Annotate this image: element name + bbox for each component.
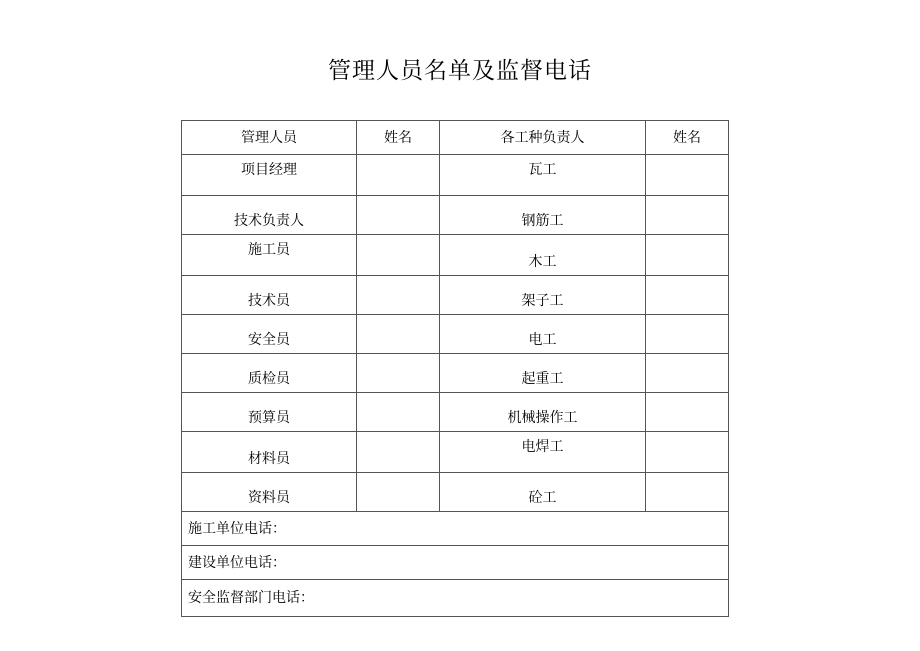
trade-cell: 机械操作工 — [440, 393, 646, 432]
name-cell[interactable] — [646, 354, 729, 393]
role-cell: 项目经理 — [182, 155, 357, 196]
name-cell[interactable] — [357, 235, 440, 276]
header-name-2: 姓名 — [646, 121, 729, 155]
role-cell: 预算员 — [182, 393, 357, 432]
trade-cell: 电焊工 — [440, 432, 646, 473]
role-cell: 材料员 — [182, 432, 357, 473]
role-cell: 安全员 — [182, 315, 357, 354]
name-cell[interactable] — [357, 155, 440, 196]
name-cell[interactable] — [646, 276, 729, 315]
name-cell[interactable] — [646, 432, 729, 473]
table-row — [182, 393, 729, 432]
trade-cell: 起重工 — [440, 354, 646, 393]
name-cell[interactable] — [646, 393, 729, 432]
name-cell[interactable] — [357, 196, 440, 235]
header-trades: 各工种负责人 — [440, 121, 646, 155]
name-cell[interactable] — [646, 235, 729, 276]
trade-cell: 砼工 — [440, 473, 646, 512]
table-row — [182, 473, 729, 512]
personnel-table — [181, 120, 729, 617]
construction-unit-phone: 施工单位电话： — [182, 512, 729, 546]
name-cell[interactable] — [357, 315, 440, 354]
name-cell[interactable] — [646, 315, 729, 354]
phone-row — [182, 580, 729, 617]
table-row — [182, 155, 729, 196]
table-row — [182, 432, 729, 473]
name-cell[interactable] — [646, 473, 729, 512]
header-name-1: 姓名 — [357, 121, 440, 155]
table-row — [182, 276, 729, 315]
role-cell: 技术员 — [182, 276, 357, 315]
table-row — [182, 354, 729, 393]
role-cell: 技术负责人 — [182, 196, 357, 235]
name-cell[interactable] — [357, 393, 440, 432]
trade-cell: 架子工 — [440, 276, 646, 315]
name-cell[interactable] — [646, 196, 729, 235]
page-title: 管理人员名单及监督电话 — [328, 58, 592, 84]
phone-row — [182, 512, 729, 546]
role-cell: 质检员 — [182, 354, 357, 393]
name-cell[interactable] — [646, 155, 729, 196]
building-unit-phone: 建设单位电话： — [182, 546, 729, 580]
trade-cell: 木工 — [440, 235, 646, 276]
phone-row — [182, 546, 729, 580]
trade-cell: 电工 — [440, 315, 646, 354]
safety-dept-phone: 安全监督部门电话： — [182, 580, 729, 617]
trade-cell: 瓦工 — [440, 155, 646, 196]
name-cell[interactable] — [357, 432, 440, 473]
header-row — [182, 121, 729, 155]
table-row — [182, 235, 729, 276]
name-cell[interactable] — [357, 473, 440, 512]
name-cell[interactable] — [357, 354, 440, 393]
name-cell[interactable] — [357, 276, 440, 315]
trade-cell: 钢筋工 — [440, 196, 646, 235]
table-row — [182, 315, 729, 354]
role-cell: 资料员 — [182, 473, 357, 512]
role-cell: 施工员 — [182, 235, 357, 276]
table-row — [182, 196, 729, 235]
header-managers: 管理人员 — [182, 121, 357, 155]
